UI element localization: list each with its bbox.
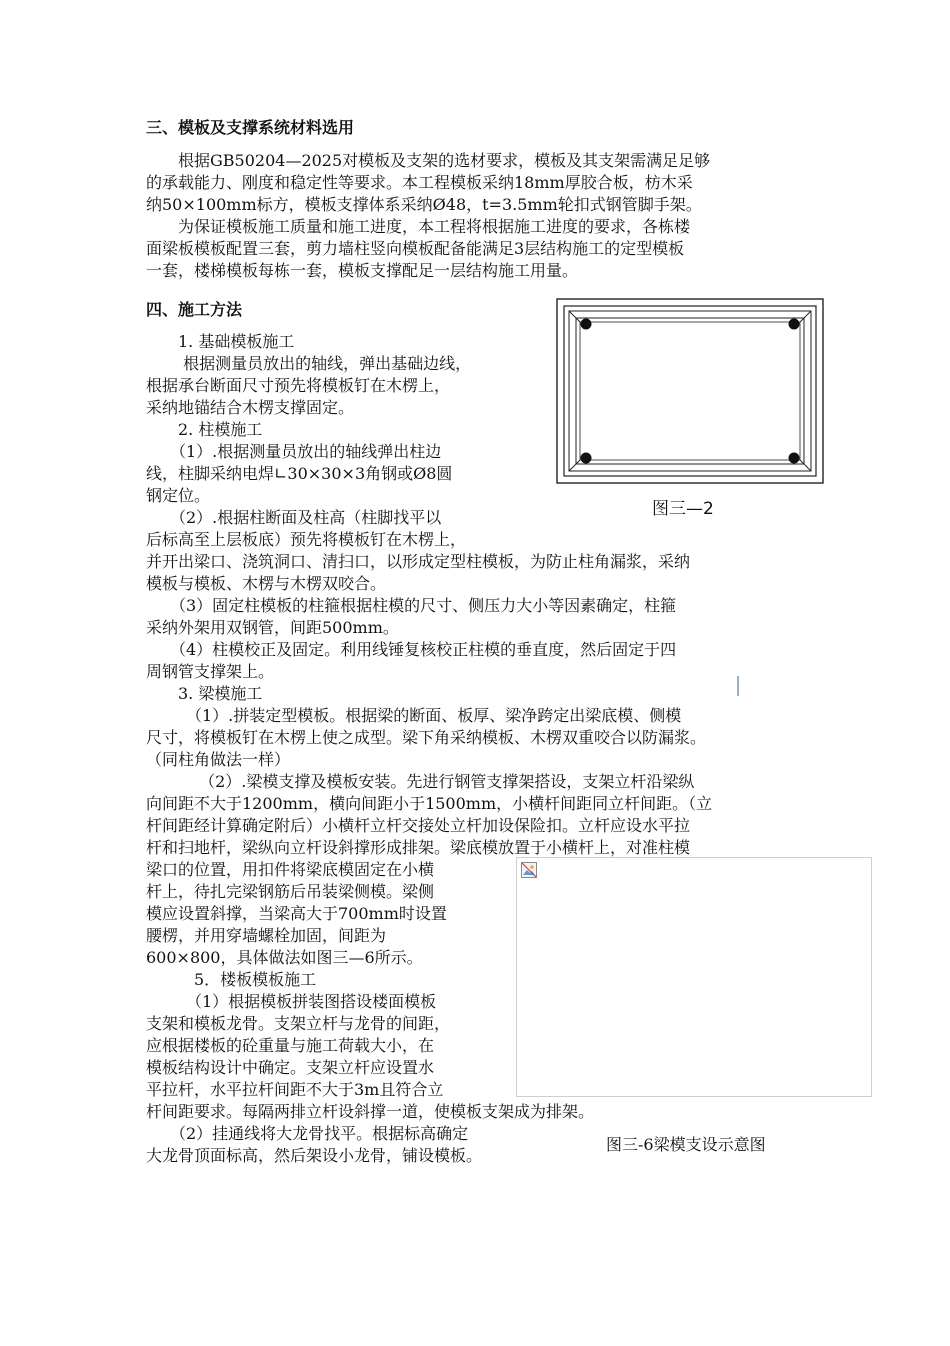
section4-line: 600×800，具体做法如图三—6所示。 <box>146 948 423 967</box>
section4-line: 尺寸，将模板钉在木楞上使之成型。梁下角采纳模板、木楞双重咬合以防漏浆。 <box>146 728 707 747</box>
section4-line: （2）.根据柱断面及柱高（柱脚找平以 <box>146 508 442 527</box>
column-section-figure <box>556 298 824 484</box>
section4-line: 模应设置斜撑，当梁高大于700mm时设置 <box>146 904 447 923</box>
section4-line: 后标高至上层板底）预先将模板钉在木楞上， <box>146 530 467 549</box>
section4-heading: 四、施工方法 <box>146 300 243 319</box>
rebar-dot <box>581 453 592 464</box>
section4-line: （同柱角做法一样） <box>146 750 291 769</box>
section3-line: 面梁板模板配置三套，剪力墙柱竖向模板配备能满足3层结构施工的定型模板 <box>146 239 685 258</box>
section4-line: 梁口的位置，用扣件将梁底模固定在小横 <box>146 860 435 879</box>
section3-line: 为保证模板施工质量和施工进度，本工程将根据施工进度的要求，各栋楼 <box>146 217 691 236</box>
section4-line: 模板结构设计中确定。支架立杆应设置水 <box>146 1058 435 1077</box>
section4-line: 钢定位。 <box>146 486 211 505</box>
section4-line: 根据承台断面尺寸预先将模板钉在木楞上， <box>146 376 451 395</box>
rebar-dot <box>789 319 800 330</box>
broken-image-icon <box>521 862 537 878</box>
outer-frame <box>557 299 823 483</box>
figure-caption-2: 图三—2 <box>652 499 714 519</box>
beam-formwork-figure <box>516 857 872 1097</box>
section4-line: 根据测量员放出的轴线，弹出基础边线， <box>146 354 472 373</box>
section3-line: 根据GB50204—2025对模板及支架的选材要求，模板及其支架需满足足够 <box>146 151 711 170</box>
section4-line: 平拉杆，水平拉杆间距不大于3m且符合立 <box>146 1080 444 1099</box>
section4-line: （2）.梁模支撑及模板安装。先进行钢管支撑架搭设，支架立杆沿梁纵 <box>146 772 695 791</box>
section4-line: 腰楞，并用穿墙螺栓加固，间距为 <box>146 926 387 945</box>
section4-line: 杆上，待扎完梁钢筋后吊装梁侧模。梁侧 <box>146 882 435 901</box>
section4-line: 支架和模板龙骨。支架立杆与龙骨的间距， <box>146 1014 451 1033</box>
section4-line: 向间距不大于1200mm，横向间距小于1500mm，小横杆间距同立杆间距。（立 <box>146 794 713 813</box>
section4-line: 1. 基础模板施工 <box>146 332 295 351</box>
figure-caption-6: 图三-6梁模支设示意图 <box>606 1135 766 1154</box>
section3-heading: 三、模板及支撑系统材料选用 <box>146 118 355 137</box>
section4-line: 大龙骨顶面标高，然后架设小龙骨，铺设模板。 <box>146 1146 483 1165</box>
section4-line: （1）.拼装定型模板。根据梁的断面、板厚、梁净跨定出梁底模、侧模 <box>146 706 682 725</box>
section4-line: （1）.根据测量员放出的轴线弹出柱边 <box>146 442 442 461</box>
section4-line: 周钢管支撑架上。 <box>146 662 275 681</box>
section4-line: （2）挂通线将大龙骨找平。根据标高确定 <box>146 1124 469 1143</box>
section3-line: 纳50×100mm标方，模板支撑体系采纳Ø48，t=3.5mm轮扣式钢管脚手架。 <box>146 195 702 214</box>
section4-line: （1）根据模板拼装图搭设楼面模板 <box>146 992 437 1011</box>
section4-line: （3）固定柱模板的柱箍根据柱模的尺寸、侧压力大小等因素确定，柱箍 <box>146 596 677 615</box>
text-cursor <box>737 676 739 696</box>
section4-line: 杆和扫地杆，梁纵向立杆设斜撑形成排架。梁底模放置于小横杆上，对准柱模 <box>146 838 691 857</box>
section4-line: 杆间距要求。每隔两排立杆设斜撑一道，使模板支架成为排架。 <box>146 1102 595 1121</box>
section4-line: 3. 梁模施工 <box>146 684 263 703</box>
section3-line: 一套，楼梯模板每栋一套，模板支撑配足一层结构施工用量。 <box>146 261 579 280</box>
section4-line: 采纳地锚结合木楞支撑固定。 <box>146 398 355 417</box>
rebar-dot <box>789 453 800 464</box>
section4-line: （4）柱模校正及固定。利用线锤复核校正柱模的垂直度，然后固定于四 <box>146 640 677 659</box>
section4-line: 模板与模板、木楞与木楞双咬合。 <box>146 574 387 593</box>
section4-line: 采纳外架用双钢管，间距500mm。 <box>146 618 399 637</box>
section4-line: 2. 柱模施工 <box>146 420 263 439</box>
section4-line: 5．楼板模板施工 <box>146 970 317 989</box>
section4-line: 线，柱脚采纳电焊∟30×30×3角钢或Ø8圆 <box>146 464 453 483</box>
section4-line: 杆间距经计算确定附后）小横杆立杆交接处立杆加设保险扣。立杆应设水平拉 <box>146 816 691 835</box>
section3-line: 的承载能力、刚度和稳定性等要求。本工程模板采纳18mm厚胶合板，枋木采 <box>146 173 693 192</box>
section4-line: 应根据楼板的砼重量与施工荷载大小，在 <box>146 1036 435 1055</box>
section4-line: 并开出梁口、浇筑洞口、清扫口，以形成定型柱模板，为防止柱角漏浆，采纳 <box>146 552 691 571</box>
rebar-dot <box>581 319 592 330</box>
